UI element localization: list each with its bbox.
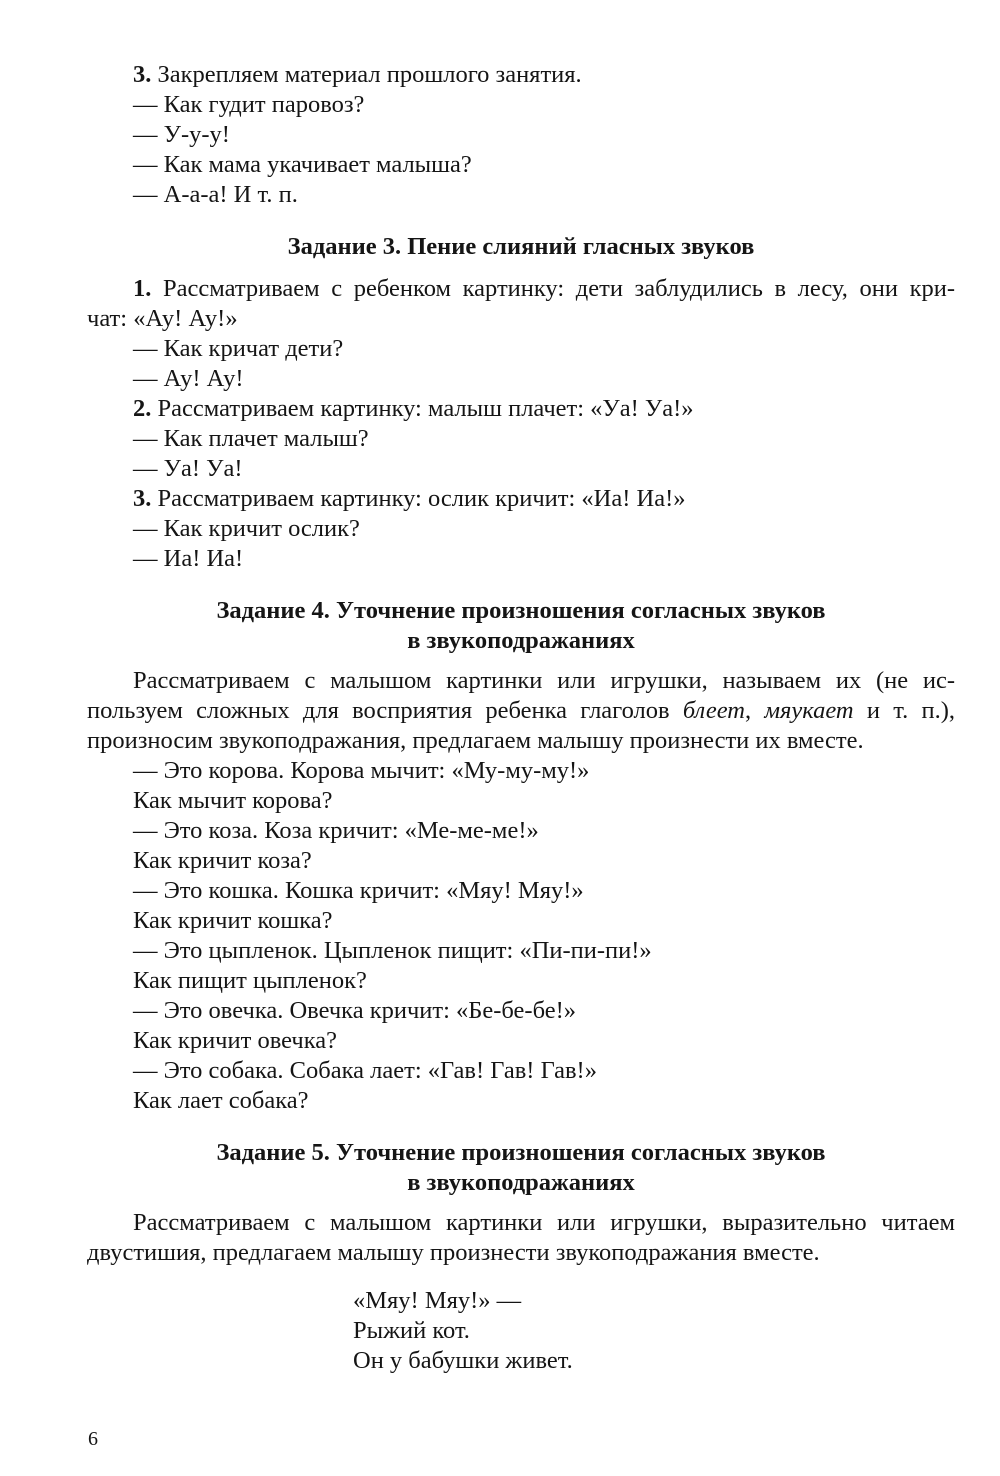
dialog-line: Как лает собака? bbox=[133, 1087, 309, 1114]
intro-text: , bbox=[744, 697, 765, 724]
dialog-line: — У-у-у! bbox=[133, 121, 230, 148]
dialog-line: Как пищит цыпленок? bbox=[133, 967, 367, 994]
heading-line: в звукоподражаниях bbox=[407, 1169, 635, 1196]
task-4-heading bbox=[87, 596, 955, 656]
paragraph-text: Рассматриваем картинку: малыш плачет: «Уа! Уа!» bbox=[151, 395, 694, 422]
item-number: 2. bbox=[133, 395, 152, 422]
dialog-line: — Это овечка. Овечка кричит: «Бе-бе-бе!» bbox=[133, 997, 576, 1024]
dialog-line: — Это коза. Коза кричит: «Ме-ме-ме!» bbox=[133, 817, 539, 844]
task-4-intro-line: произносим звукоподражания, предлагаем малышу произнести их вместе. bbox=[87, 727, 864, 754]
task-5-intro-line: двустишия, предлагаем малышу произнести звукоподражания вместе. bbox=[87, 1239, 820, 1266]
task-3-paragraph-1 bbox=[87, 274, 955, 304]
dialog-line: — Это собака. Собака лает: «Гав! Гав! Гав!» bbox=[133, 1057, 597, 1084]
poem-line: Он у бабушки живет. bbox=[353, 1347, 573, 1374]
paragraph-text: Закрепляем материал прошлого занятия. bbox=[151, 61, 582, 88]
task-3-paragraph-3 bbox=[87, 484, 955, 514]
heading-line: в звукоподражаниях bbox=[407, 627, 635, 654]
dialog-line: — Это кошка. Кошка кричит: «Мяу! Мяу!» bbox=[133, 877, 584, 904]
poem-line: Рыжий кот. bbox=[353, 1317, 470, 1344]
item-number: 3. bbox=[133, 485, 152, 512]
dialog-line: — Как кричат дети? bbox=[133, 335, 344, 362]
intro-text: и т. п.), bbox=[853, 697, 956, 724]
page-content bbox=[87, 60, 955, 1376]
dialog-line: — Это цыпленок. Цыпленок пищит: «Пи-пи-пи!» bbox=[133, 937, 652, 964]
dialog-line: Как кричит кошка? bbox=[133, 907, 333, 934]
dialog-line: — Иа! Иа! bbox=[133, 545, 244, 572]
italic-word: мяукает bbox=[764, 697, 854, 724]
heading-line: Задание 5. Уточнение произношения согласных звуков bbox=[216, 1139, 826, 1166]
dialog-line: — Уа! Уа! bbox=[133, 455, 243, 482]
paragraph-continuation: чат: «Ау! Ау!» bbox=[87, 305, 238, 332]
task-5-heading bbox=[87, 1138, 955, 1198]
paragraph-3 bbox=[87, 60, 955, 90]
poem-line: «Мяу! Мяу!» — bbox=[353, 1287, 522, 1314]
italic-word: блеет bbox=[682, 697, 745, 724]
intro-text: пользуем сложных для восприятия ребенка глаголов bbox=[87, 697, 683, 724]
dialog-line: Как кричит коза? bbox=[133, 847, 312, 874]
dialog-line: — Как кричит ослик? bbox=[133, 515, 360, 542]
item-number: 1. bbox=[133, 275, 152, 302]
task-3-paragraph-2 bbox=[87, 394, 955, 424]
dialog-line: — А-а-а! И т. п. bbox=[133, 181, 298, 208]
task-5-intro-line: Рассматриваем с малышом картинки или игрушки, выразительно читаем bbox=[133, 1209, 955, 1236]
task-3-heading: Задание 3. Пение слияний гласных звуков bbox=[287, 233, 755, 260]
dialog-line: Как кричит овечка? bbox=[133, 1027, 337, 1054]
item-number: 3. bbox=[133, 61, 152, 88]
paragraph-text: Рассматриваем с ребенком картинку: дети заблудились в лесу, они кри- bbox=[151, 275, 955, 302]
dialog-line: — Как гудит паровоз? bbox=[133, 91, 365, 118]
dialog-line: — Как мама укачивает малыша? bbox=[133, 151, 472, 178]
page-number: 6 bbox=[88, 1428, 98, 1450]
task-4-intro-line: Рассматриваем с малышом картинки или игрушки, называем их (не ис- bbox=[133, 667, 955, 694]
dialog-line: — Это корова. Корова мычит: «Му-му-му!» bbox=[133, 757, 590, 784]
dialog-line: Как мычит корова? bbox=[133, 787, 333, 814]
heading-line: Задание 4. Уточнение произношения согласных звуков bbox=[216, 597, 826, 624]
task-4-intro-line bbox=[87, 696, 955, 726]
dialog-line: — Ау! Ау! bbox=[133, 365, 244, 392]
paragraph-text: Рассматриваем картинку: ослик кричит: «Иа! Иа!» bbox=[151, 485, 686, 512]
dialog-line: — Как плачет малыш? bbox=[133, 425, 369, 452]
